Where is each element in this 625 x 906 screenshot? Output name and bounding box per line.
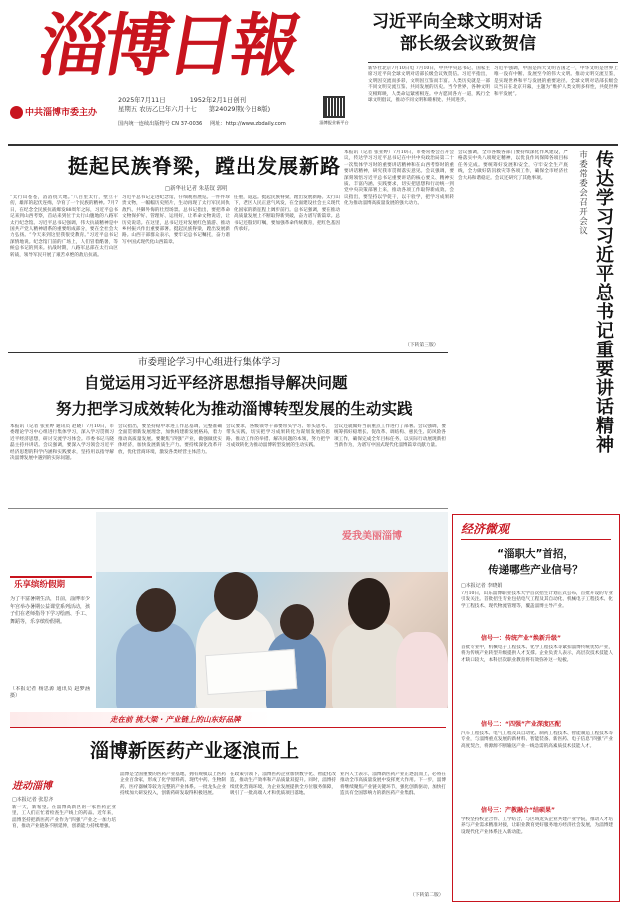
masthead-info	[118, 96, 308, 114]
summer-photo	[96, 512, 448, 708]
bottom-byline: □本报记者 张思齐	[12, 797, 54, 803]
theory-text-col1: 本报讯（记者 张亚婷 通讯员 赵晓）7月10日，市委理论学习中心组进行集体学习，深入学习贯彻习近平经济思想，研讨交流学习体会。市委书记马晓磊主持并讲话。会议强调，要深入学习领会习近平经济思想的科学内涵和实践要求，坚持用以指导解决淄博发展中遇到的实际问题。	[10, 424, 114, 462]
lunar-date: 农历乙巳年六月十七	[139, 105, 197, 113]
theory-text-col3: 会议要求，各级领导干部要带头学习、带头思考、带头实践，切实把学习成果转化为谋划发展的思路、推动工作的举措、解决问题的本领，努力把学习成效转化为推动淄博转型发展的生动实践。	[226, 424, 330, 449]
founded-date: 1952年2月1日创刊	[189, 96, 247, 104]
masthead-logo: 淄博日報	[33, 7, 304, 86]
cn-number: 国内统一连续出版物号 CN 37-0036	[118, 121, 203, 127]
bottom-tag: 进动淄博	[12, 781, 52, 792]
summer-title: 乐享缤纷假期	[14, 580, 66, 590]
summer-title-box	[10, 576, 92, 590]
econ-signal-3: 信号三：产教融合“结硕果”	[481, 807, 555, 814]
theory-text-col4: 会议还就做好当前重点工作进行了部署。会议强调，要统筹抓好稳增长、促改革、调结构、惠民生、防风险各项工作，确保完成全年目标任务，以实际行动展现新担当新作为，为谱写中国式现代化淄博篇章贡献力量。	[334, 424, 446, 449]
bottom-text-col4: 业内人士表示，淄博新医药产业正逐浪而上，必将在推动全市高质量发展中发挥更大作用。下一步，淄博将继续聚焦产业链关键环节，强化创新驱动，加快打造具有全国影响力的新医药产业集群。	[340, 772, 446, 797]
qr-label: 淄博报业新平台	[319, 120, 349, 125]
industry-banner-text: 走在前 挑大梁 · 产业链上的山东好品牌	[110, 715, 241, 724]
bottom-text-col1: 新一天，新希望。在淄博高新区的一家医药企业里，工人们正忙着检查生产线上的药品。近年来，淄博坚持把新医药产业作为“四强”产业之一加力培育，推动产业链条不断延伸，创新能力持续增强。	[12, 805, 116, 830]
theory-headline-1: 自觉运用习近平经济思想指导解决问题	[84, 374, 348, 392]
weekday: 星期五	[118, 105, 138, 113]
econ-signal-2: 信号二：“四强”产业深度匹配	[481, 721, 561, 728]
issue-number: 第24029期(今日8版)	[208, 105, 271, 113]
sidebar-vertical-subhead: 市委常委会召开会议	[577, 150, 588, 236]
bottom-text-col3: 在政策引领下，淄博医药企业加快数字化、智能化改造，推动生产效率和产品质量双提升。同时，淄博持续优化营商环境，为企业发展提供全方位服务保障，吸引了一批高端人才和优质项目落地。	[230, 772, 336, 797]
econ-headline-1: “淄职大”首招，	[497, 548, 574, 560]
theory-kicker: 市委理论学习中心组进行集体学习	[138, 357, 281, 368]
main-continued: （下转第三版）	[405, 343, 439, 348]
summer-caption: 为了丰富暑期生活，日前，淄博市少年宫举办暑期公益课堂系列活动，孩子们在老师指导下学习绘画、手工、舞蹈等，乐享缤纷假期。	[10, 596, 90, 625]
main-text-col5: 会议强调，全市各级各部门要持续深化作风建设，严格落实中央八项规定精神，以优良作风保障各项目标任务完成。要统筹好发展和安全，守牢安全生产底线，全力做好防汛救灾等各项工作，确保全市经济社会大局和谐稳定。会议还研究了其他事项。	[458, 150, 568, 181]
main-text-col2: 习近平总书记走进纪念馆，仔细观看展览。一件件珍贵文物，一幅幅历史照片，生动再现了太行军民同仇敌忾、共御外侮的壮烈场景。总书记指出，要把革命文物保护好、管理好、运用好，让革命文物说话，让历史说话。在这里，总书记还对发展红色旅游、推动乡村振兴作出重要部署。挺起民族脊梁，蹚出发展新路。山西干部群众表示，要牢记总书记嘱托，奋力谱写中国式现代化山西篇章。	[122, 195, 230, 245]
econ-signal-2-text: 汽车工程技术、电气工程及其自动化、制药工程技术、智能制造工程技术等专业，与淄博重点发展的新材料、智能装备、新医药、电子信息“四强”产业高度契合，将源源不断输送产业一线急需的高素质技术技能人才。	[461, 731, 613, 749]
bottom-headline: 淄博新医药产业逐浪而上	[90, 740, 300, 762]
top-story-text: 新华社北京7月10日电 7月10日，中共中央总书记、国家主席习近平向全球文明对话部长级会议致贺信。习近平指出，文明因交流而多彩，文明因互鉴而丰富。人类历史就是一部不同文明交流互鉴、共同发展的历史。当今世界，各种文明交相辉映，人类命运紧密相连。中方愿同各方一道，践行全球文明倡议，推动不同文明和睦相处、共同进步。	[368, 66, 490, 104]
econ-signal-1: 信号一：传统产业“焕新升级”	[481, 635, 561, 642]
econ-label-text: 经济微观	[461, 522, 510, 536]
bottom-continued: （下转第二版）	[410, 893, 444, 898]
summer-photo-credit: （本报记者 杨思源 通讯员 赵梦涵 摄）	[10, 686, 90, 699]
theory-text-col2: 会议指出，要坚持稳中求进工作总基调，完整准确全面贯彻新发展理念，加快构建新发展格局，着力推动高质量发展。要聚焦“四强”产业，做强做优实体经济，加快发展新质生产力。要持续深化改革开放，优化营商环境，激发各类经营主体活力。	[118, 424, 222, 455]
issue-date: 2025年7月11日	[118, 96, 166, 104]
econ-byline: □本报记者 李晓娟	[461, 583, 503, 589]
main-text-col1: “太行山苍苍，滔滔绕天地。”八百里太行，壁立千仞，雄浑的起伏连绵，孕育了一个民族的精神。7月7日，在纪念全民族抗战爆发88周年之际，习近平总书记来到山西考察，首站来到位于太行山腹地的八路军太行纪念馆。习近平总书记强调，伟大抗战精神是中国共产党人精神谱系的重要组成部分，要在全社会大力弘扬。“今天来到这里我很受教育。”习近平总书记深情地说。纪念馆门前的广场上，人们冒着酷暑，等候总书记的到来。抗战时期，八路军总部在太行山区转战，领导军民开展了艰苦卓绝的敌后抗战。	[10, 195, 118, 258]
masthead-meta	[118, 121, 286, 128]
top-headline-2: 部长级会议致贺信	[400, 34, 536, 54]
main-text-col3: 任重，道远。挺起民族脊梁，蹚出发展新路。太行山下，老区人民正意气风发，在全面建设社会主义现代化国家的新征程上阔步前行。总书记强调，要在推动高质量发展上不断取得新突破，奋力谱写新篇章。总书记还殷切叮嘱，要加强革命传统教育，把红色基因传承好。	[234, 195, 340, 233]
party-org: 中共淄博市委主办	[25, 108, 98, 118]
econ-headline-2: 传递哪些产业信号？	[488, 564, 583, 576]
main-byline: □新华社记者 朱基钗 郭明	[165, 186, 228, 192]
party-emblem-icon	[10, 106, 23, 119]
top-headline-1: 习近平向全球文明对话	[372, 12, 542, 32]
econ-signal-3-text: 学校坚持校企合作、工学结合，与区域龙头企业共建产业学院，推动人才培养与产业需求精准对接，让职业教育更好服务地方经济社会发展，为淄博建设现代化产业体系注入新动能。	[461, 817, 613, 835]
econ-lead: 7月10日，山东淄博职业技术大学首次招生计划正式公布，首批开设的专业引发关注。首批招生专业包括电气工程及其自动化、机械电子工程技术、化学工程技术、现代物流管理等，覆盖淄博主导产业。	[461, 591, 613, 609]
top-story-text-2: 习近平强调，中国是四大文明古国之一，中华文明是世界上唯一没有中断、发展至今的伟大文明。推动文明交流互鉴，是实现世界和平与发展的重要途径。全球文明对话部长级会议当日在北京开幕，主题为“维护人类文明多样性，共促世界和平发展”。	[494, 66, 618, 97]
sidebar-vertical-headline: 传达学习习近平总书记重要讲话精神	[593, 150, 614, 454]
qr-code-icon	[323, 96, 345, 118]
masthead	[0, 0, 360, 140]
industry-banner	[10, 712, 446, 728]
econ-box	[452, 514, 620, 902]
main-headline: 挺起民族脊梁，蹚出发展新路	[68, 154, 341, 178]
theory-headline-2: 努力把学习成效转化为推动淄博转型发展的生动实践	[56, 400, 413, 418]
econ-signal-1-text: 首批专业中，机械电子工程技术、化学工程技术等紧扣淄博传统优势产业，将为传统产业转型升级提供人才支撑。企业负责人表示，高层次技术技能人才缺口较大，本科层次职业教育将有效弥补这一短板。	[461, 645, 613, 663]
main-text-col4: 本报讯（记者 张亚婷）7月10日，市委常委会召开会议，传达学习习近平总书记在中共中央政治局第二十一次集体学习时的重要讲话精神和在山西考察时的重要讲话精神，研究我市贯彻落实意见。会议强调，要深刻领悟习近平总书记重要讲话的核心要义、精神实质、丰富内涵、实践要求，切实把思想和行动统一到党中央决策部署上来，推动各项工作取得新成效。会议指出，要坚持以学促干，以干验学，把学习成果转化为推动淄博高质量发展的强大动力。	[344, 150, 454, 207]
econ-label	[461, 521, 551, 537]
website: 网址：http://www.zbdaily.com	[210, 121, 286, 127]
bottom-text-col2: 淄博是全国重要的医药产业基地，拥有规模以上医药企业百余家，形成了化学原料药、现代中药、生物制药、医疗器械等较为完整的产业体系。一批龙头企业持续加大研发投入，创新药研发取得积极进展。	[120, 772, 226, 797]
photo-sign: 爱我美丽淄博	[342, 531, 402, 542]
